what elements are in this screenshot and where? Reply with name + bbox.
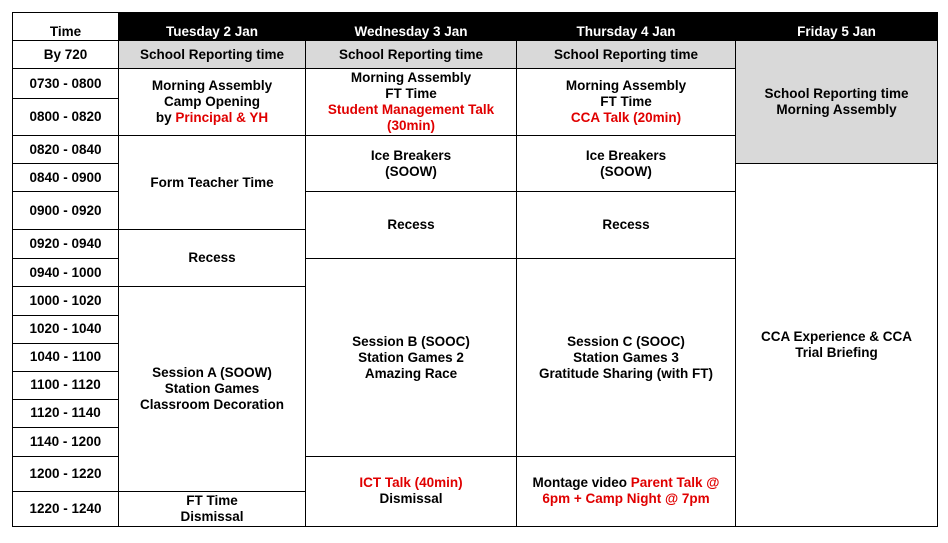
thu-ice-line1: Ice Breakers: [585, 147, 667, 163]
time-column-header: Time: [13, 13, 119, 41]
tue-session-a-line2: Station Games: [164, 381, 260, 397]
wed-ice-breakers: [306, 136, 517, 192]
wed-morning-assembly: [306, 69, 517, 136]
time-slot: 1120 - 1140: [13, 399, 119, 427]
thu-session-c-line1: Session C (SOOC): [567, 333, 685, 349]
wed-recess: Recess: [306, 192, 517, 259]
time-slot: 1140 - 1200: [13, 427, 119, 456]
fri-cca-experience: [736, 164, 938, 527]
time-slot: 0940 - 1000: [13, 259, 119, 287]
tue-morning-assembly: [119, 69, 306, 136]
tue-form-teacher-time: Form Teacher Time: [119, 136, 306, 230]
schedule-table: [12, 12, 938, 527]
time-slot: 0840 - 0900: [13, 164, 119, 192]
thu-assembly-line1: Morning Assembly: [565, 78, 687, 94]
thu-assembly-line2: FT Time: [600, 94, 652, 110]
tue-assembly-by: by: [155, 110, 176, 126]
time-slot: 1000 - 1020: [13, 287, 119, 315]
thu-montage-video: Montage video: [532, 475, 631, 491]
tue-session-a-line3: Classroom Decoration: [139, 397, 285, 413]
thu-cca-talk: CCA Talk (20min): [570, 110, 682, 126]
wed-ice-line1: Ice Breakers: [370, 147, 452, 163]
time-slot: 1020 - 1040: [13, 315, 119, 343]
time-slot: 1220 - 1240: [13, 491, 119, 526]
wed-dismissal: Dismissal: [379, 491, 443, 507]
thu-session-c-line3: Gratitude Sharing (with FT): [539, 365, 713, 381]
wed-session-b-line3: Amazing Race: [364, 365, 458, 381]
time-slot: 0730 - 0800: [13, 69, 119, 99]
wed-assembly-line1: Morning Assembly: [350, 70, 472, 86]
tue-ft-time-dismissal: [119, 491, 306, 526]
tue-recess: Recess: [119, 230, 306, 287]
thu-parent-talk: Parent Talk @: [630, 475, 720, 491]
wed-assembly-line2: FT Time: [385, 86, 437, 102]
tue-assembly-line1: Morning Assembly: [151, 78, 273, 94]
wed-reporting-time: School Reporting time: [306, 41, 517, 69]
thu-camp-night: 6pm + Camp Night @ 7pm: [542, 491, 710, 507]
wed-ice-line2: (SOOW): [385, 163, 437, 179]
fri-reporting-line1: School Reporting time: [764, 86, 909, 102]
thu-reporting-time: School Reporting time: [517, 41, 736, 69]
wed-session-b-line1: Session B (SOOC): [352, 333, 470, 349]
tue-reporting-time: School Reporting time: [119, 41, 306, 69]
time-slot: 1200 - 1220: [13, 456, 119, 491]
thu-ice-line2: (SOOW): [600, 163, 652, 179]
fri-cca-line1: CCA Experience & CCA: [760, 329, 913, 345]
day-header-tuesday: Tuesday 2 Jan: [119, 13, 306, 41]
wed-session-b-line2: Station Games 2: [358, 349, 464, 365]
day-header-wednesday: Wednesday 3 Jan: [306, 13, 517, 41]
time-slot: 0820 - 0840: [13, 136, 119, 164]
fri-reporting-assembly: [736, 41, 938, 164]
wed-session-b: [306, 259, 517, 456]
wed-talk-duration: (30min): [386, 118, 435, 134]
thu-recess: Recess: [517, 192, 736, 259]
wed-ict-talk: ICT Talk (40min): [359, 475, 463, 491]
thu-ice-breakers: [517, 136, 736, 192]
time-slot: 0900 - 0920: [13, 192, 119, 230]
time-slot: 0800 - 0820: [13, 99, 119, 136]
tue-dismissal: Dismissal: [180, 508, 244, 524]
tue-session-a: [119, 287, 306, 491]
tue-session-a-line1: Session A (SOOW): [152, 365, 272, 381]
wed-student-management-talk: Student Management Talk: [327, 102, 495, 118]
fri-cca-line2: Trial Briefing: [795, 345, 878, 361]
time-slot: 1040 - 1100: [13, 343, 119, 371]
time-slot: By 720: [13, 41, 119, 69]
thu-session-c-line2: Station Games 3: [573, 349, 679, 365]
wed-ict-talk-dismissal: [306, 456, 517, 526]
thu-montage-parent-talk: [517, 456, 736, 526]
tue-assembly-line2: Camp Opening: [163, 94, 260, 110]
time-slot: 1100 - 1120: [13, 371, 119, 399]
thu-morning-assembly: [517, 69, 736, 136]
day-header-friday: Friday 5 Jan: [736, 13, 938, 41]
tue-assembly-presenters: Principal & YH: [175, 110, 269, 126]
fri-reporting-line2: Morning Assembly: [776, 102, 897, 118]
time-slot: 0920 - 0940: [13, 230, 119, 259]
tue-ft-time: FT Time: [186, 492, 238, 508]
day-header-thursday: Thursday 4 Jan: [517, 13, 736, 41]
thu-session-c: [517, 259, 736, 456]
